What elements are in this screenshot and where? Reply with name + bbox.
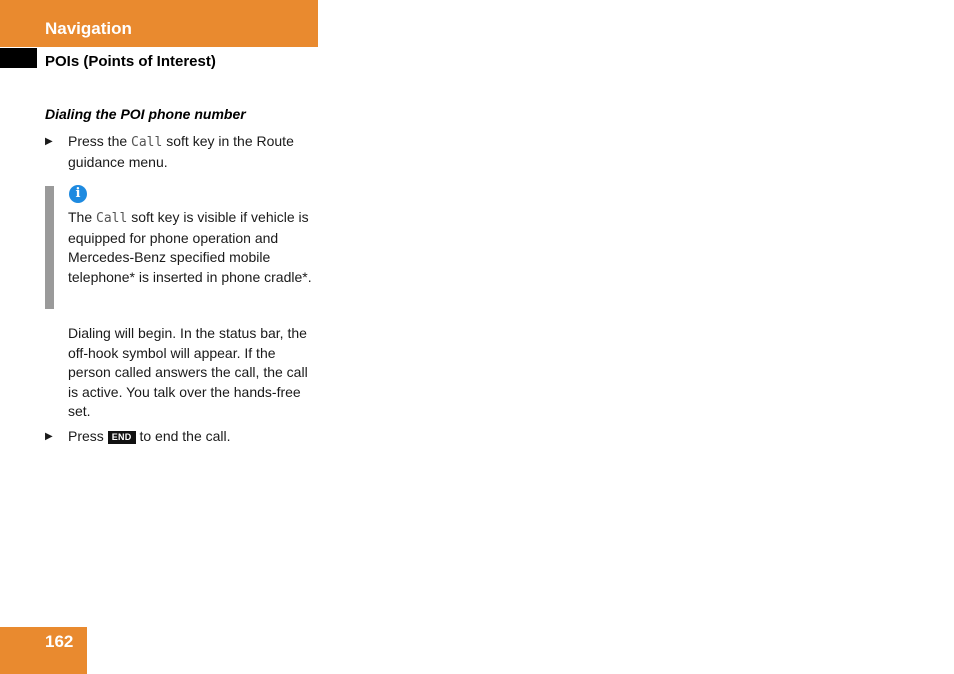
page-number: 162 [45,632,74,651]
section-title: POIs (Points of Interest) [45,53,216,70]
subheading: Dialing the POI phone number [45,106,246,122]
chapter-title: Navigation [45,19,132,38]
body-paragraph: Dialing will begin. In the status bar, the off-hook symbol will appear. If the person called answers the call, the call is active. You talk over the hands-free set. [68,325,308,419]
note-text: The Call soft key is visible if vehicle is equipped for phone operation and Mercedes-Benz specified mobile telephone* is inserted in phone cradle*. [68,209,312,285]
step-text: Press the Call soft key in the Route guidance menu. [68,133,294,170]
soft-key-label: Call [96,211,128,226]
note-bar [45,186,54,309]
step-text: Press END to end the call. [68,428,231,444]
info-icon: i [69,185,87,203]
page-number-box [0,627,87,674]
end-key-badge: END [108,431,136,444]
triangle-bullet-icon: ▶ [45,136,53,147]
section-marker [0,48,37,68]
soft-key-label: Call [131,135,163,150]
step-press-end [45,427,320,447]
step-press-call [45,132,320,172]
triangle-bullet-icon: ▶ [45,431,53,442]
